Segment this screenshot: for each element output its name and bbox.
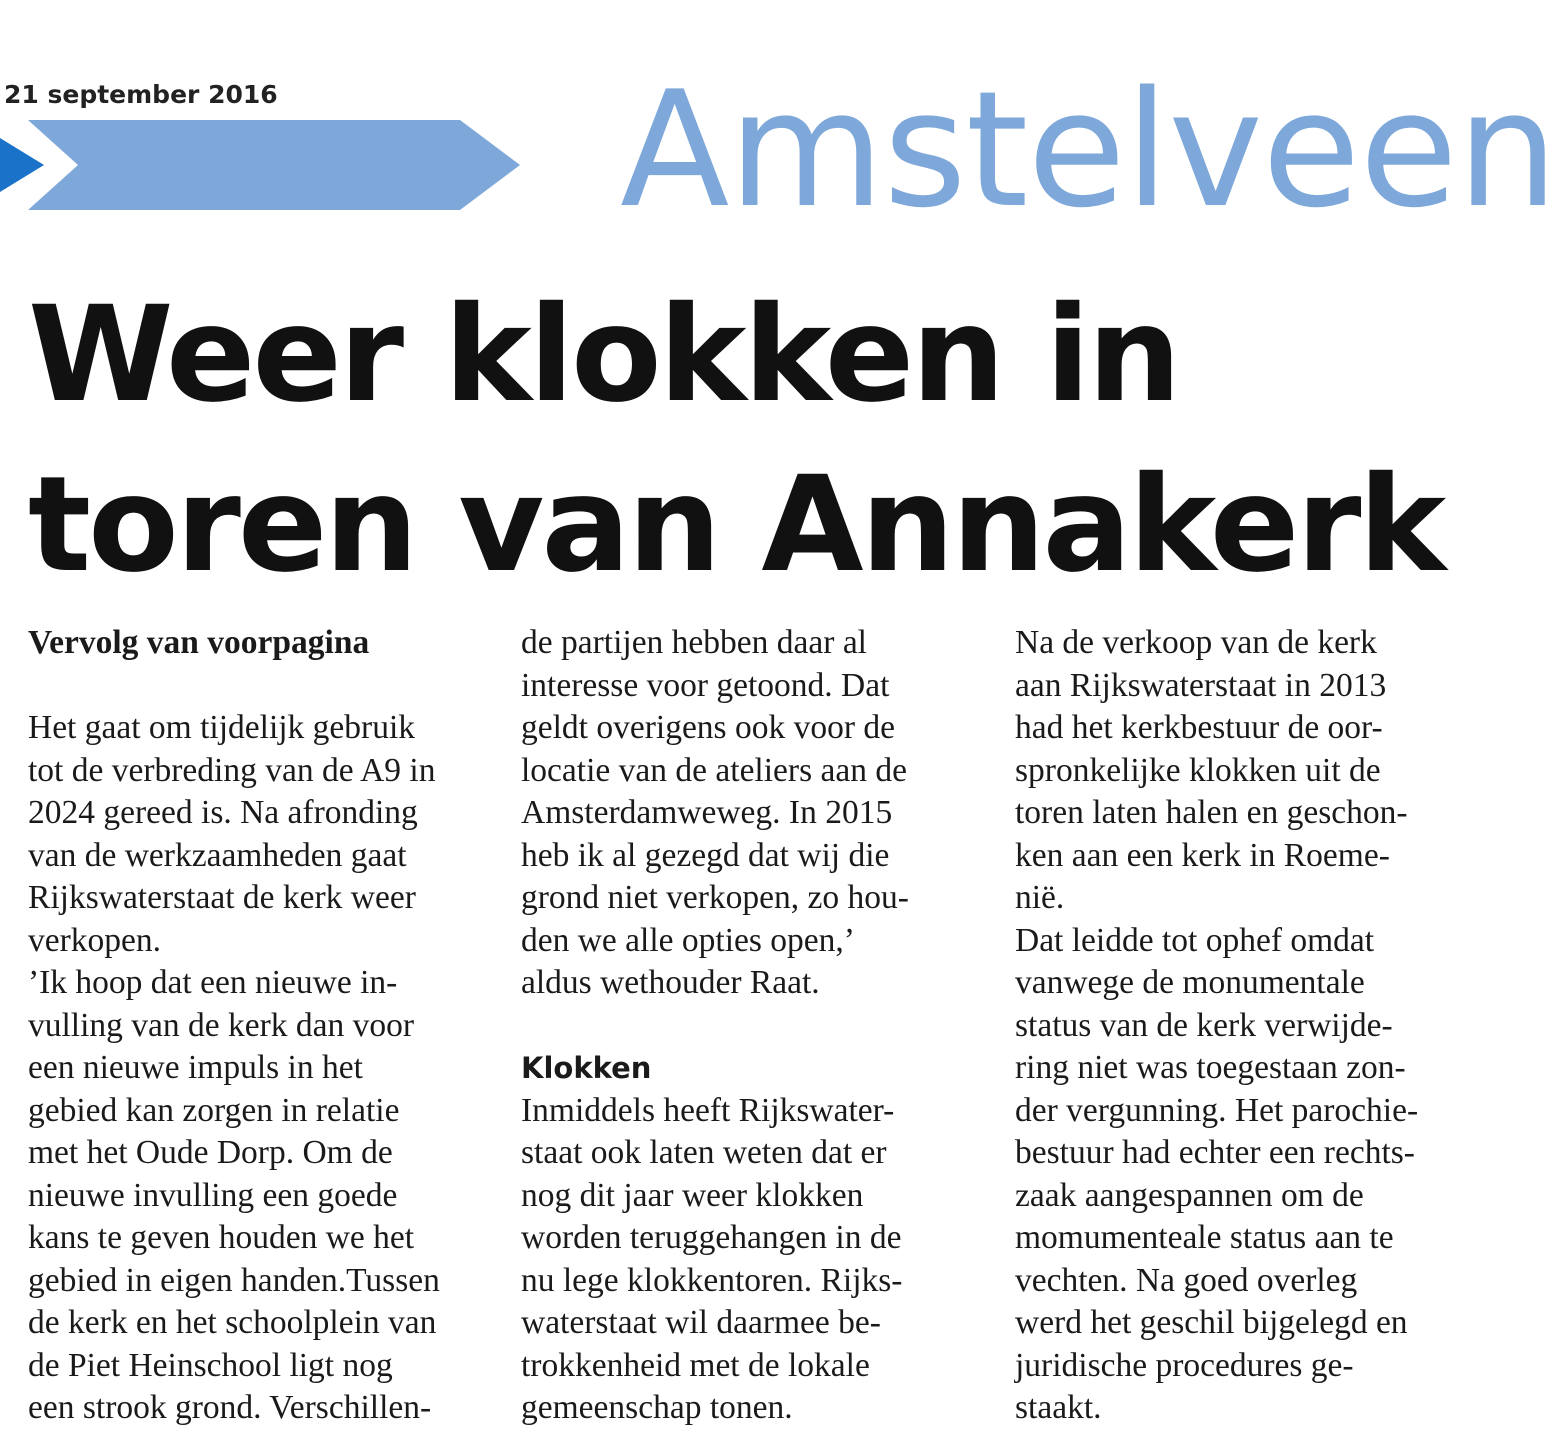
text-line: heb ik al gezegd dat wij die: [521, 836, 890, 874]
text-line: nog dit jaar weer klokken: [521, 1176, 864, 1214]
text-line: toren laten halen en geschon-: [1015, 794, 1408, 831]
blank-line: [28, 665, 498, 708]
text-line: bestuur had echter een rechts-: [1015, 1134, 1415, 1171]
subhead-klokken: Klokken: [521, 1051, 652, 1085]
text-line: de kerk en het schoolplein van: [28, 1304, 437, 1341]
text-line: spronkelijke klokken uit de: [1015, 751, 1381, 789]
article-headline: [28, 270, 1443, 610]
section-title: Amstelveen: [620, 56, 1557, 243]
text-line: van de werkzaamheden gaat: [28, 836, 407, 874]
text-line: had het kerkbestuur de oor-: [1015, 709, 1383, 746]
blank-line: [521, 1005, 991, 1048]
text-line: grond niet verkopen, zo hou-: [521, 879, 909, 916]
text-line: interesse voor getoond. Dat: [521, 666, 890, 704]
text-line: waterstaat wil daarmee be-: [521, 1304, 881, 1341]
text-line: trokkenheid met de lokale: [521, 1346, 870, 1384]
article-column-1: [28, 622, 498, 1430]
text-line: vulling van de kerk dan voor: [28, 1006, 415, 1044]
text-line: nu lege klokkentoren. Rijks-: [521, 1261, 903, 1299]
text-line: verkopen.: [28, 921, 162, 959]
article-column-2: [521, 622, 991, 1430]
text-line: Dat leidde tot ophef omdat: [1015, 921, 1375, 959]
text-line: aldus wethouder Raat.: [521, 964, 820, 1001]
text-line: der vergunning. Het parochie-: [1015, 1091, 1419, 1129]
text-line: gebied kan zorgen in relatie: [28, 1091, 400, 1129]
text-line: Na de verkoop van de kerk: [1015, 624, 1377, 661]
text-line: ’Ik hoop dat een nieuwe in-: [28, 964, 398, 1001]
lead-continuation: Vervolg van voorpagina: [28, 624, 370, 661]
text-line: een strook grond. Verschillen-: [28, 1389, 432, 1426]
text-line: status van de kerk verwijde-: [1015, 1006, 1393, 1044]
text-line: locatie van de ateliers aan de: [521, 751, 907, 789]
text-line: ring niet was toegestaan zon-: [1015, 1049, 1406, 1086]
text-line: zaak aangespannen om de: [1015, 1176, 1364, 1214]
text-line: Het gaat om tijdelijk gebruik: [28, 709, 416, 746]
text-line: de partijen hebben daar al: [521, 624, 867, 661]
text-line: nieuwe invulling een goede: [28, 1176, 398, 1214]
article-column-3: [1015, 622, 1455, 1430]
text-line: vanwege de monumentale: [1015, 964, 1365, 1001]
text-line: kans te geven houden we het: [28, 1219, 415, 1256]
text-line: geldt overigens ook voor de: [521, 709, 895, 746]
text-line: gebied in eigen handen.Tussen: [28, 1261, 440, 1299]
text-line: worden teruggehangen in de: [521, 1219, 902, 1256]
headline-line-1: Weer klokken in: [28, 278, 1179, 432]
text-line: de Piet Heinschool ligt nog: [28, 1346, 393, 1384]
text-line: den we alle opties open,’: [521, 921, 855, 959]
text-line: met het Oude Dorp. Om de: [28, 1134, 393, 1171]
text-line: Inmiddels heeft Rijkswater-: [521, 1091, 895, 1129]
text-line: staakt.: [1015, 1389, 1102, 1426]
text-line: nië.: [1015, 879, 1065, 916]
text-line: tot de verbreding van de A9 in: [28, 751, 436, 789]
text-line: staat ook laten weten dat er: [521, 1134, 887, 1171]
text-line: gemeenschap tonen.: [521, 1389, 793, 1426]
text-line: ken aan een kerk in Roeme-: [1015, 836, 1390, 874]
text-line: juridische procedures ge-: [1015, 1346, 1354, 1384]
text-line: een nieuwe impuls in het: [28, 1049, 363, 1086]
section-arrow-banner: [0, 120, 525, 215]
text-line: Amsterdamweweg. In 2015: [521, 794, 893, 831]
text-line: Rijkswaterstaat de kerk weer: [28, 879, 416, 916]
text-line: aan Rijkswaterstaat in 2013: [1015, 666, 1387, 704]
text-line: momumenteale status aan te: [1015, 1219, 1394, 1256]
headline-line-2: toren van Annakerk: [28, 448, 1444, 602]
text-line: werd het geschil bijgelegd en: [1015, 1304, 1408, 1341]
text-line: 2024 gereed is. Na afronding: [28, 794, 418, 831]
issue-date: 21 september 2016: [4, 80, 278, 109]
text-line: vechten. Na goed overleg: [1015, 1261, 1358, 1299]
